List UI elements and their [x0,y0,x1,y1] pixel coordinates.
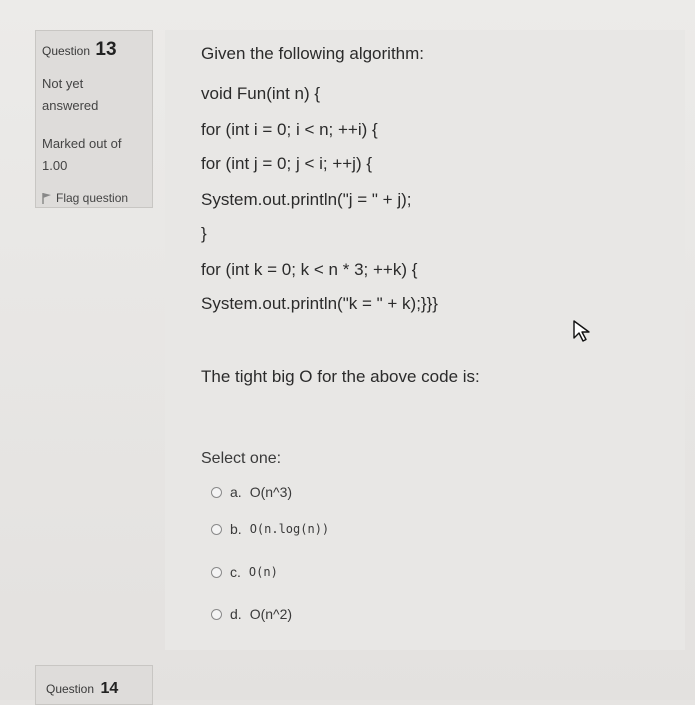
mouse-pointer-icon [570,318,596,344]
question-prefix: Question [42,44,91,58]
question-number: 13 [95,39,117,60]
code-line-7: System.out.println("k = " + k);}}} [201,294,438,313]
next-question-number: 14 [100,680,119,697]
code-line-2: for (int i = 0; i < n; ++i) { [201,120,378,139]
option-b-text: O(n.log(n)) [249,522,330,536]
flag-question-label: Flag question [56,191,129,205]
option-d-letter: d. [230,606,242,622]
answer-option-b[interactable] [211,521,329,537]
next-question-prefix: Question [46,682,95,696]
option-c-text: O(n) [248,565,278,579]
code-line-1: void Fun(int n) { [201,84,321,103]
option-a-letter: a. [230,484,242,500]
answer-option-d[interactable] [211,606,292,622]
radio-button-b[interactable] [211,524,222,535]
code-line-4: System.out.println("j = " + j); [201,190,412,209]
option-c-letter: c. [230,564,241,580]
option-b-letter: b. [230,521,242,537]
select-one-label: Select one: [201,450,282,467]
question-state: Not yet answered [42,76,99,113]
radio-button-d[interactable] [211,609,222,620]
code-line-6: for (int k = 0; k < n * 3; ++k) { [201,260,418,279]
question-content [165,30,685,650]
answer-option-c[interactable] [211,564,278,580]
radio-button-c[interactable] [211,567,222,578]
question-prompt: The tight big O for the above code is: [201,367,480,386]
flag-icon [42,192,52,204]
question-grade: Marked out of 1.00 [42,136,122,173]
next-question-info-box [35,665,153,705]
radio-button-a[interactable] [211,487,222,498]
flag-question-link[interactable] [42,191,146,205]
option-d-text: O(n^2) [249,606,293,622]
code-line-3: for (int j = 0; j < i; ++j) { [201,154,373,173]
option-a-text: O(n^3) [249,484,293,500]
code-line-5: } [201,224,207,243]
question-number-line [42,39,146,61]
question-info-box [35,30,153,208]
answer-option-a[interactable] [211,484,292,500]
question-text-intro: Given the following algorithm: [201,44,425,63]
